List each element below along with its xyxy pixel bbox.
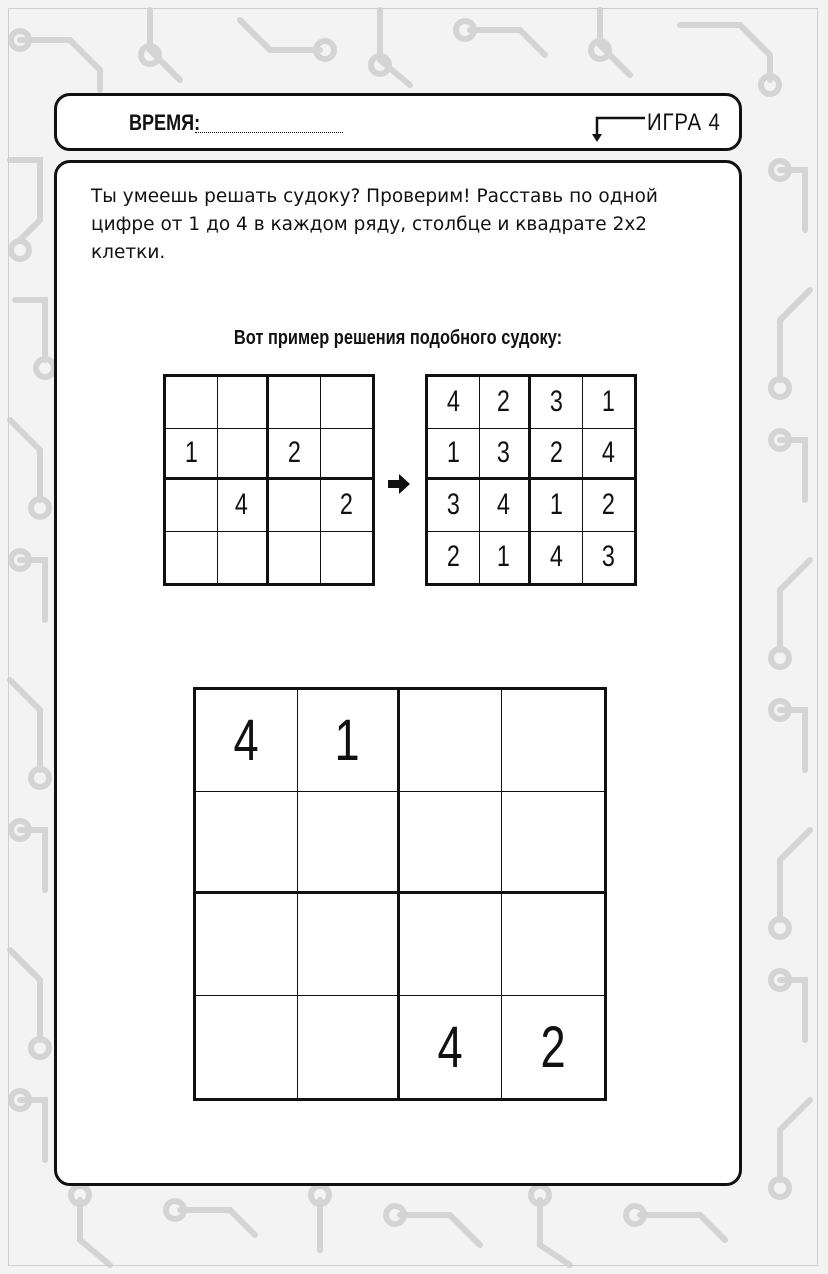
example-solution-grid (425, 374, 637, 586)
example-solution-cell-r1-c4 (583, 377, 635, 429)
example-solution-cell-digit: 4 (549, 540, 563, 574)
example-puzzle-cell-r3-c3 (269, 480, 321, 532)
example-solution-cell-r2-c2 (480, 429, 532, 481)
game-cell-digit: 1 (334, 708, 361, 773)
example-puzzle-cell-r4-c3 (269, 532, 321, 584)
example-solution-cell-digit: 3 (446, 488, 460, 522)
right-arrow-icon (387, 473, 411, 495)
game-cell-digit: 4 (437, 1014, 464, 1080)
example-puzzle-cell-r1-c2 (218, 377, 270, 429)
game-cell-r4-c2[interactable] (298, 996, 400, 1098)
example-solution-cell-digit: 2 (549, 435, 563, 469)
example-solution-cell-r1-c3 (531, 377, 583, 429)
example-solution-cell-r3-c3 (531, 480, 583, 532)
example-solution-cell-digit: 4 (446, 385, 460, 419)
example-puzzle-cell-r3-c1 (166, 480, 218, 532)
game-cell-r1-c4[interactable] (502, 690, 604, 792)
example-puzzle-cell-digit: 2 (287, 435, 301, 469)
example-puzzle-cell-r4-c1 (166, 532, 218, 584)
example-puzzle-cell-r3-c2 (218, 480, 270, 532)
time-input-line[interactable] (195, 132, 343, 133)
example-puzzle-cell-r3-c4 (321, 480, 373, 532)
example-solution-cell-r3-c4 (583, 480, 635, 532)
game-cell-r4-c3 (400, 996, 502, 1098)
example-solution-cell-r1-c1 (428, 377, 480, 429)
example-solution-cell-digit: 1 (497, 540, 511, 574)
example-title: Вот пример решения подобного судоку: (233, 327, 563, 349)
example-puzzle-cell-r4-c4 (321, 532, 373, 584)
example-puzzle-cell-r2-c1 (166, 429, 218, 481)
example-solution-cell-r3-c2 (480, 480, 532, 532)
example-solution-cell-digit: 3 (601, 540, 615, 574)
example-solution-cell-digit: 3 (549, 385, 563, 419)
example-solution-cell-digit: 4 (601, 435, 615, 469)
example-puzzle-cell-r2-c4 (321, 429, 373, 481)
game-cell-r1-c1 (196, 690, 298, 792)
example-solution-cell-r4-c2 (480, 532, 532, 584)
example-puzzle-cell-r1-c4 (321, 377, 373, 429)
game-cell-r2-c4[interactable] (502, 792, 604, 894)
example-solution-cell-r3-c1 (428, 480, 480, 532)
example-puzzle-cell-digit: 4 (235, 488, 249, 522)
example-solution-cell-r4-c4 (583, 532, 635, 584)
example-solution-cell-digit: 4 (497, 488, 511, 522)
example-puzzle-cell-r2-c3 (269, 429, 321, 481)
game-number-label: ИГРА 4 (647, 109, 721, 136)
game-cell-r1-c2 (298, 690, 400, 792)
example-solution-cell-r2-c4 (583, 429, 635, 481)
example-solution-cell-r1-c2 (480, 377, 532, 429)
example-solution-cell-r4-c3 (531, 532, 583, 584)
example-solution-cell-digit: 1 (549, 488, 563, 522)
example-solution-cell-digit: 2 (446, 540, 460, 574)
example-solution-cell-digit: 3 (497, 435, 511, 469)
content-panel (54, 160, 742, 1186)
example-solution-cell-r4-c1 (428, 532, 480, 584)
game-cell-r1-c3[interactable] (400, 690, 502, 792)
example-puzzle-cell-r4-c2 (218, 532, 270, 584)
game-cell-r3-c2[interactable] (298, 894, 400, 996)
game-cell-r3-c3[interactable] (400, 894, 502, 996)
game-cell-r4-c1[interactable] (196, 996, 298, 1098)
example-puzzle-cell-digit: 2 (339, 488, 353, 522)
game-cell-r2-c2[interactable] (298, 792, 400, 894)
example-solution-cell-digit: 1 (601, 385, 615, 419)
example-puzzle-cell-r2-c2 (218, 429, 270, 481)
example-solution-cell-r2-c1 (428, 429, 480, 481)
example-solution-cell-digit: 2 (601, 488, 615, 522)
sudoku-game-grid (193, 687, 607, 1101)
header-bar (54, 93, 742, 151)
corner-arrow-icon (589, 104, 649, 144)
example-solution-cell-digit: 1 (446, 435, 460, 469)
game-cell-r3-c1[interactable] (196, 894, 298, 996)
time-label: ВРЕМЯ: (129, 110, 201, 135)
game-cell-digit: 2 (540, 1014, 566, 1080)
game-cell-digit: 4 (233, 708, 260, 773)
game-cell-r3-c4[interactable] (502, 894, 604, 996)
example-solution-cell-digit: 2 (497, 385, 511, 419)
game-cell-r2-c3[interactable] (400, 792, 502, 894)
example-puzzle-cell-digit: 1 (184, 435, 198, 469)
example-puzzle-cell-r1-c1 (166, 377, 218, 429)
example-puzzle-cell-r1-c3 (269, 377, 321, 429)
game-cell-r4-c4 (502, 996, 604, 1098)
instructions-text: Ты умеешь решать судоку? Проверим! Расставь по одной цифре от 1 до 4 в каждом ряду, столбце и квадрате 2х2 клетки. (91, 186, 658, 263)
game-cell-r2-c1[interactable] (196, 792, 298, 894)
example-puzzle-grid (163, 374, 375, 586)
example-solution-cell-r2-c3 (531, 429, 583, 481)
